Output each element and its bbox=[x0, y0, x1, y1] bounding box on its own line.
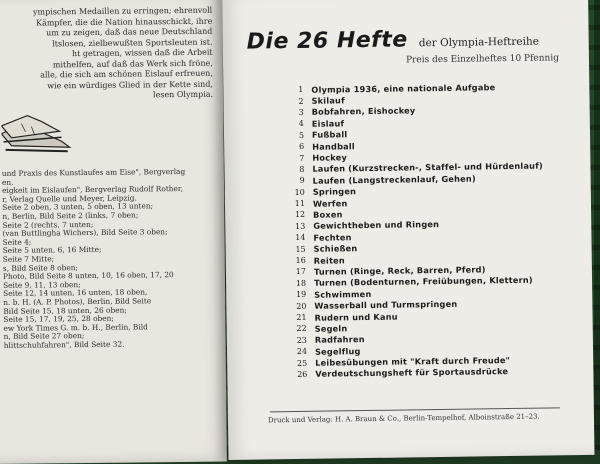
item-title: Turnen (Bodenturnen, Freiübungen, Klettern) bbox=[314, 275, 533, 289]
reference-line: Seite 2 oben, 3 unten, 5 oben, 13 unten; bbox=[2, 201, 154, 213]
item-title: Leibesübungen mit "Kraft durch Freude" bbox=[315, 355, 511, 368]
item-title: Radfahren bbox=[314, 334, 365, 346]
item-number: 7 bbox=[299, 153, 305, 163]
item-number: 12 bbox=[294, 210, 306, 220]
item-title: Boxen bbox=[313, 209, 343, 220]
item-title: Werfen bbox=[312, 197, 348, 209]
reference-line: Seite 15, 17, 19, 25, 28 oben; bbox=[3, 313, 114, 324]
reference-line: Seite 9, 11, 13 oben; bbox=[3, 279, 81, 290]
reference-line: Bild Seite 15, 18 unten, 26 oben; bbox=[3, 305, 127, 316]
item-title: Skilauf bbox=[311, 95, 345, 106]
price-note: Preis des Einzelheftes 10 Pfennig bbox=[405, 53, 560, 66]
right-page bbox=[222, 0, 594, 460]
text-line: ht getragen, wissen daß die Arbeit bbox=[71, 47, 213, 59]
item-number: 13 bbox=[295, 221, 306, 231]
reference-line: en. bbox=[1, 177, 14, 187]
item-title: Bobfahren, Eishockey bbox=[311, 105, 416, 118]
left-page-references bbox=[2, 168, 214, 351]
item-number: 26 bbox=[297, 369, 308, 379]
footer-divider bbox=[270, 407, 560, 412]
item-number: 25 bbox=[296, 358, 308, 368]
text-line: Kämpfer, die die Nation hinausschickt, ihre bbox=[36, 16, 213, 28]
item-title: Reiten bbox=[313, 254, 345, 266]
reference-line: Seite 4; bbox=[2, 237, 32, 247]
reference-line: (van Buttlingha Wichers), Bild Seite 3 oben; bbox=[2, 227, 168, 239]
item-number: 2 bbox=[298, 96, 304, 106]
item-number: 11 bbox=[294, 198, 306, 209]
item-number: 24 bbox=[296, 347, 308, 357]
item-number: 19 bbox=[295, 290, 307, 300]
reference-line: Seite 2 (rechts, 7 unten; bbox=[2, 219, 94, 230]
text-line: mithelfen, auf daß das Werk sich fröne, bbox=[52, 58, 213, 69]
ice-skates-illustration bbox=[1, 111, 71, 158]
reference-line: n, Berlin, Bild Seite 2 (links, 7 oben; bbox=[2, 210, 139, 221]
reference-line: hlittschuhfahren", Bild Seite 32. bbox=[3, 339, 125, 350]
item-title: Schwimmen bbox=[314, 288, 372, 300]
reference-line: Seite 5 unten, 6, 16 Mitte; bbox=[2, 245, 102, 256]
reference-line: und Praxis des Kunstlaufes am Eise", Bergverlag bbox=[1, 166, 186, 178]
item-title: Fußball bbox=[311, 129, 348, 141]
item-number: 6 bbox=[299, 142, 305, 152]
item-title: Wasserball und Turmspringen bbox=[314, 298, 458, 311]
item-number: 21 bbox=[296, 312, 307, 322]
item-number: 3 bbox=[298, 107, 304, 117]
item-title: Springen bbox=[312, 186, 357, 197]
item-number: 23 bbox=[296, 335, 307, 345]
reference-line: Photo, Bild Seite 8 unten, 10, 16 oben, 17, 20 bbox=[2, 270, 174, 282]
item-title: Turnen (Ringe, Reck, Barren, Pferd) bbox=[313, 264, 486, 277]
text-line: um zu zeigen, daß das neue Deutschland bbox=[46, 26, 213, 38]
item-number: 22 bbox=[296, 324, 307, 334]
item-number: 4 bbox=[298, 119, 304, 129]
item-title: Segeln bbox=[314, 323, 348, 334]
text-line: alle, die sich am schönen Eislauf erfreuen, bbox=[40, 68, 213, 80]
item-number: 8 bbox=[299, 164, 305, 174]
page-subtitle: der Olympia-Heftreihe bbox=[418, 35, 539, 50]
reference-line: eigkeit im Eislaufen", Bergverlag Rudolf Rother, bbox=[2, 184, 184, 196]
item-title: Laufen (Kurzstrecken-, Staffel- und Hürdenlauf) bbox=[312, 160, 543, 175]
item-title: Eislauf bbox=[311, 118, 345, 129]
title-row bbox=[247, 26, 540, 55]
publisher-imprint: Druck und Verlag: H. A. Braun & Co., Berlin-Tempelhof, Alboinstraße 21–23. bbox=[267, 412, 540, 425]
reference-line: r, Verlag Quelle und Meyer, Leipzig. bbox=[2, 193, 137, 204]
item-number: 5 bbox=[298, 130, 305, 140]
item-title: Fechten bbox=[313, 231, 352, 243]
item-number: 17 bbox=[295, 267, 306, 277]
item-title: Olympia 1936, eine nationale Aufgabe bbox=[311, 81, 496, 95]
reference-line: s, Bild Seite 8 oben; bbox=[2, 262, 79, 273]
reference-line: n, Bild Seite 27 oben; bbox=[3, 331, 85, 342]
item-title: Segelflug bbox=[314, 345, 361, 357]
text-line: wie ein würdiges Glied in der Kette sind, bbox=[47, 79, 213, 90]
item-number: 15 bbox=[295, 244, 306, 254]
reference-line: Seite 12, 14 unten, 16 unten, 18 oben, bbox=[3, 287, 148, 299]
item-title: Handball bbox=[312, 140, 355, 152]
item-number: 9 bbox=[299, 176, 305, 186]
item-number: 1 bbox=[298, 85, 304, 95]
item-title: Schießen bbox=[313, 243, 358, 254]
item-number: 18 bbox=[295, 278, 307, 288]
item-number: 10 bbox=[294, 187, 305, 197]
item-number: 16 bbox=[295, 255, 306, 266]
item-title: Verdeutschungsheft für Sportausdrücke bbox=[315, 366, 509, 380]
reference-line: n. b. H. (A. P. Photos), Berlin, Bild Seite bbox=[3, 296, 152, 307]
left-page-text bbox=[2, 6, 213, 103]
text-line: ltslosen, zielbewußten Sportsleuten ist. bbox=[52, 37, 213, 48]
item-title: Rudern und Kanu bbox=[314, 311, 398, 323]
page-title: Die 26 Hefte bbox=[246, 27, 408, 55]
item-number: 14 bbox=[295, 233, 306, 243]
item-title: Laufen (Langstreckenlauf, Gehen) bbox=[312, 173, 476, 186]
text-line: ympischen Medaillen zu erringen; ehrenvoll bbox=[32, 5, 213, 17]
item-title: Hockey bbox=[312, 152, 348, 163]
text-line: lesen Olympia. bbox=[152, 89, 214, 100]
item-title: Gewichtheben und Ringen bbox=[313, 219, 440, 232]
booklet-list bbox=[281, 80, 565, 380]
left-page bbox=[0, 0, 227, 464]
reference-line: Seite 7 Mitte; bbox=[2, 254, 55, 264]
item-number: 20 bbox=[296, 301, 307, 311]
reference-line: ew York Times G. m. b. H., Berlin, Bild bbox=[3, 322, 148, 333]
